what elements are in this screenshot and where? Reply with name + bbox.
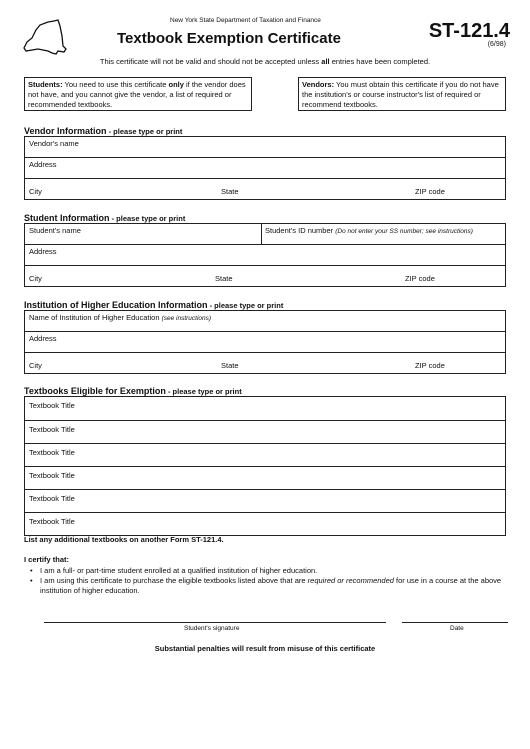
student-city-label: City	[29, 274, 42, 283]
additional-textbooks-note: List any additional textbooks on another Form ST-121.4.	[24, 535, 224, 544]
textbook-row[interactable]	[25, 443, 505, 466]
signature-label: Student's signature	[184, 625, 240, 632]
textbook-row[interactable]	[25, 420, 505, 443]
certify-bullet-purpose: • I am using this certificate to purchase the eligible textbooks listed above that are required or recommended for use in a course at the above institution of higher education.	[30, 576, 502, 595]
student-address-label: Address	[29, 247, 57, 256]
student-grid	[24, 223, 506, 287]
certify-heading: I certify that:	[24, 555, 70, 564]
textbooks-section-heading: Textbooks Eligible for Exemption - please type or print	[24, 386, 242, 396]
revision-date: (6/98)	[487, 41, 506, 48]
student-zip-label: ZIP code	[405, 274, 435, 283]
vendor-name-label: Vendor's name	[29, 139, 79, 148]
textbook-title-label: Textbook Title	[29, 401, 75, 410]
textbook-row[interactable]	[25, 512, 505, 535]
vendor-state-label: State	[221, 187, 239, 196]
validity-notice: This certificate will not be valid and should not be accepted unless all entries have been completed.	[99, 57, 431, 66]
student-section-heading: Student Information - please type or print	[24, 213, 186, 223]
new-york-state-icon	[18, 18, 68, 60]
vendors-instructions-box: Vendors: You must obtain this certificate if you do not have the institution's or course instructor's list of required or recommend textbooks.	[298, 77, 506, 111]
institution-name-row[interactable]	[25, 311, 505, 331]
student-state-label: State	[215, 274, 233, 283]
vendor-address-row[interactable]	[25, 157, 505, 178]
textbook-title-label: Textbook Title	[29, 425, 75, 434]
form-number: ST-121.4	[428, 20, 510, 42]
vendor-address-label: Address	[29, 160, 57, 169]
institution-address-row[interactable]	[25, 331, 505, 352]
agency-name: New York State Department of Taxation and Finance	[170, 17, 321, 24]
student-name-label: Student's name	[29, 226, 81, 235]
institution-state-label: State	[221, 361, 239, 370]
textbook-title-label: Textbook Title	[29, 517, 75, 526]
institution-address-label: Address	[29, 334, 57, 343]
textbook-title-label: Textbook Title	[29, 471, 75, 480]
vendor-city-label: City	[29, 187, 42, 196]
vendor-zip-label: ZIP code	[415, 187, 445, 196]
date-label: Date	[450, 625, 464, 632]
vendor-section-heading: Vendor Information - please type or print	[24, 126, 183, 136]
vendor-grid	[24, 136, 506, 200]
institution-section-heading: Institution of Higher Education Information - please type or print	[24, 300, 284, 310]
institution-name-label: Name of Institution of Higher Education (see instructions)	[29, 313, 212, 322]
textbooks-grid	[24, 396, 506, 536]
vendor-name-row[interactable]	[25, 137, 505, 157]
institution-city-label: City	[29, 361, 42, 370]
institution-grid	[24, 310, 506, 374]
student-address-row[interactable]	[25, 244, 505, 265]
institution-zip-label: ZIP code	[415, 361, 445, 370]
certify-statements	[30, 566, 510, 596]
students-instructions-box: Students: You need to use this certificate only if the vendor does not have, and you cannot give the vendor, a list of required or recommended textbooks.	[24, 77, 252, 111]
date-line[interactable]	[402, 622, 508, 623]
textbook-row[interactable]	[25, 489, 505, 512]
textbook-title-label: Textbook Title	[29, 494, 75, 503]
student-city-row[interactable]	[25, 265, 505, 286]
certify-bullet-enrollment: • I am a full- or part-time student enrolled at a qualified institution of higher education.	[30, 566, 318, 575]
penalty-warning: Substantial penalties will result from misuse of this certificate	[154, 644, 376, 653]
vendor-city-row[interactable]	[25, 178, 505, 199]
form-title: Textbook Exemption Certificate	[117, 30, 341, 47]
textbook-row[interactable]	[25, 397, 505, 420]
signature-line[interactable]	[44, 622, 386, 623]
textbook-title-label: Textbook Title	[29, 448, 75, 457]
student-id-label: Student's ID number (Do not enter your SS number; see instructions)	[265, 226, 473, 235]
textbook-row[interactable]	[25, 466, 505, 489]
student-name-row	[25, 224, 505, 244]
institution-city-row[interactable]	[25, 352, 505, 373]
